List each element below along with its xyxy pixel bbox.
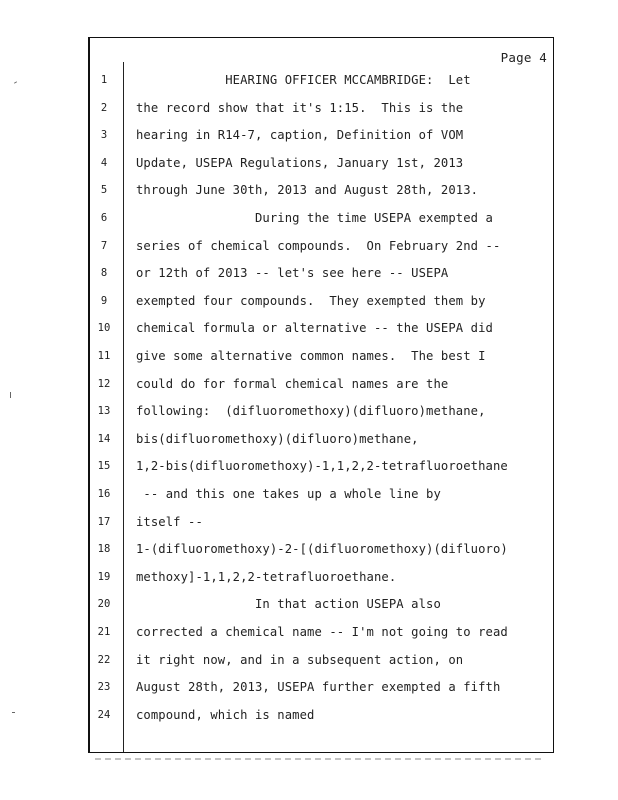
- transcript-line-text: exempted four compounds. They exempted them by: [136, 293, 486, 308]
- scan-speck: [12, 712, 15, 713]
- line-number: 2: [100, 101, 108, 114]
- scan-artifact-bottom: [95, 758, 545, 760]
- line-number: 12: [97, 377, 111, 390]
- transcript-line-text: following: (difluoromethoxy)(difluoro)methane,: [136, 404, 486, 419]
- line-number: 15: [97, 460, 111, 473]
- transcript-line-text: hearing in R14-7, caption, Definition of VOM: [136, 128, 464, 143]
- line-number: 21: [97, 626, 111, 638]
- transcript-line-text: the record show that it's 1:15. This is the: [136, 100, 464, 115]
- line-number: 14: [97, 432, 111, 445]
- line-number: 11: [97, 350, 111, 362]
- line-number: 16: [97, 488, 111, 500]
- line-number: 22: [97, 653, 111, 666]
- line-number: 23: [97, 681, 111, 694]
- transcript-line-text: chemical formula or alternative -- the USEPA did: [136, 321, 493, 336]
- line-number: 9: [100, 294, 108, 307]
- transcript-page-frame: [88, 37, 554, 753]
- transcript-line-text: bis(difluoromethoxy)(difluoro)methane,: [136, 431, 419, 446]
- transcript-line-text: Update, USEPA Regulations, January 1st, 2013: [136, 155, 464, 170]
- transcript-line-text: -- and this one takes up a whole line by: [136, 487, 441, 501]
- line-number: 8: [100, 267, 108, 280]
- line-number: 20: [97, 598, 111, 611]
- line-number: 13: [97, 405, 111, 418]
- transcript-line-text: methoxy]-1,1,2,2-tetrafluoroethane.: [136, 569, 397, 584]
- transcript-line-text: could do for formal chemical names are the: [136, 376, 449, 391]
- transcript-line-text: HEARING OFFICER MCCAMBRIDGE: Let: [136, 73, 471, 87]
- transcript-line-text: give some alternative common names. The best I: [136, 349, 486, 363]
- line-number: 10: [97, 322, 111, 335]
- transcript-line-text: through June 30th, 2013 and August 28th, 2013.: [136, 183, 479, 198]
- line-number: 24: [97, 708, 111, 721]
- transcript-line-text: 1-(difluoromethoxy)-2-[(difluoromethoxy)(difluoro): [136, 542, 508, 557]
- page-number-label: Page 4: [500, 50, 547, 65]
- line-number: 7: [100, 239, 108, 252]
- line-number: 19: [97, 570, 111, 583]
- transcript-line-text: During the time USEPA exempted a: [136, 211, 493, 225]
- line-number: 6: [100, 212, 108, 224]
- transcript-line-text: series of chemical compounds. On February 2nd --: [136, 238, 501, 253]
- transcript-line-text: itself --: [136, 514, 203, 529]
- line-number: 4: [100, 156, 108, 169]
- scan-speck: [10, 392, 11, 398]
- transcript-line-text: In that action USEPA also: [136, 597, 441, 612]
- line-number: 5: [100, 184, 108, 197]
- transcript-line-text: it right now, and in a subsequent action, on: [136, 652, 464, 667]
- line-number: 18: [97, 543, 111, 556]
- line-number-margin-rule: [123, 62, 124, 752]
- transcript-line-text: corrected a chemical name -- I'm not going to read: [136, 625, 508, 639]
- scan-speck: [14, 81, 17, 83]
- line-number: 3: [100, 129, 108, 142]
- line-number: 1: [100, 74, 108, 86]
- transcript-line-text: or 12th of 2013 -- let's see here -- USEPA: [136, 266, 449, 281]
- line-number: 17: [97, 515, 111, 528]
- transcript-line-text: August 28th, 2013, USEPA further exempted a fifth: [136, 680, 501, 695]
- transcript-line-text: 1,2-bis(difluoromethoxy)-1,1,2,2-tetrafluoroethane: [136, 459, 508, 474]
- transcript-line-text: compound, which is named: [136, 707, 315, 722]
